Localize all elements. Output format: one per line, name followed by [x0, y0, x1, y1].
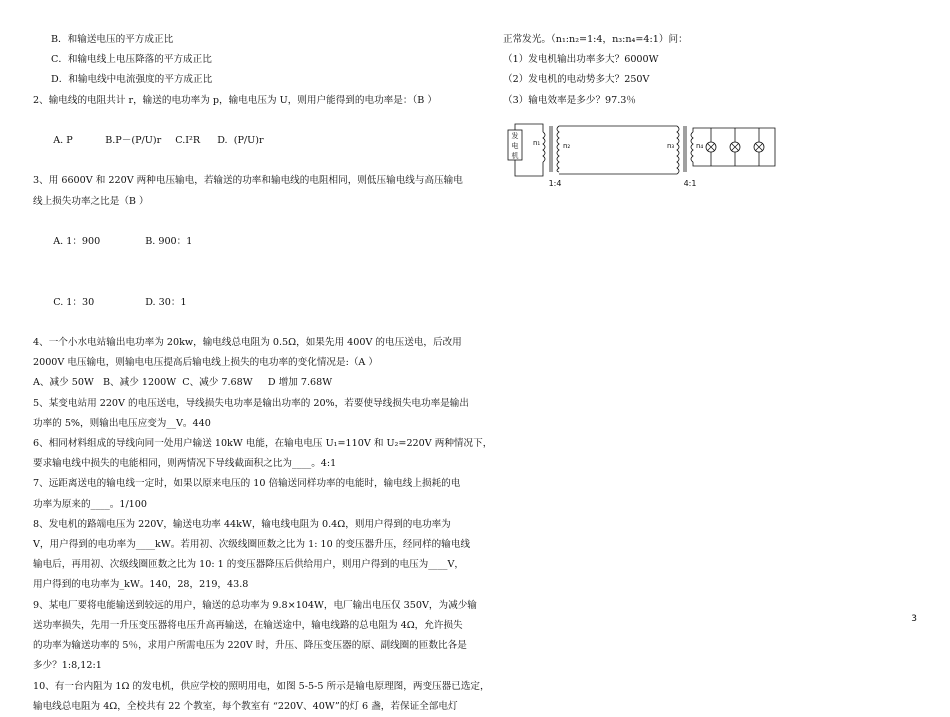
right-column — [503, 30, 913, 111]
transformer1-primary-coil — [543, 132, 545, 162]
n4-label: n₄ — [696, 142, 704, 150]
q3-option-c: C. 1：30 — [53, 296, 95, 308]
question-5-line1: 5、某变电站用 220V 的电压送电，导线损失电功率是输出功率的 20%，若要使导线损失电功率是输出 — [33, 397, 469, 409]
question-8-line2: V，用户得到的电功率为____kW。若用初、次级线圈匝数之比为 1: 10 的变压器升压，经同样的输电线 — [33, 539, 471, 551]
question-6-line1: 6、相同材料组成的导线向同一处用户输送 10kW 电能，在输电电压 U₁=110V 和 U₂=220V 两种情况下， — [33, 438, 493, 450]
question-4-line2: 2000V 电压输电，则输电电压提高后输电线上损失的电功率的变化情况是:（A ） — [33, 357, 379, 369]
ratio-right: 4:1 — [683, 179, 697, 188]
page-number: 3 — [911, 614, 917, 624]
question-7-line2: 功率为原来的____。1/100 — [33, 498, 147, 510]
transformer2-secondary-coil — [691, 132, 693, 162]
q2-option-b: B.P－(P/U)r — [105, 135, 162, 147]
generator-label-char3: 机 — [511, 152, 519, 160]
question-2: 2、输电线的电阻共计 r，输送的电功率为 p，输电电压为 U，则用户能得到的电功率是：（B ） — [33, 94, 437, 106]
question-8-line4: 用户得到的电功率为_kW。140，28，219，43.8 — [33, 579, 249, 591]
question-8-line3: 输电后，再用初、次级线圈匝数之比为 10: 1 的变压器降压后供给用户，则用户得到的电压为____V， — [33, 559, 464, 571]
q1-option-c: C．和输电线上电压降落的平方成正比 — [51, 54, 212, 66]
question-9-line1: 9、某电厂要将电能输送到较远的用户，输送的总功率为 9.8×104W，电厂输出电压仅 350V，为减少输 — [33, 599, 477, 611]
wire-gen-top — [515, 124, 543, 132]
q4-options: A、减少 50W B、减少 1200W C、减少 7.68W D 增加 7.68W — [33, 377, 333, 389]
n1-label: n₁ — [533, 139, 541, 147]
q1-option-b: B．和输送电压的平方成正比 — [51, 34, 174, 45]
q10-part-3: （3）输电效率是多少？97.3％ — [503, 94, 636, 106]
q2-option-a: A. P — [53, 135, 73, 147]
q3-option-a: A. 1：900 — [53, 236, 101, 248]
question-9-line2: 送功率损失，先用一升压变压器将电压升高再输送，在输送途中，输电线路的总电阻为 4Ω，允许损失 — [33, 619, 463, 631]
question-4-line1: 4、一个小水电站输出电功率为 20kw，输电线总电阻为 0.5Ω，如果先用 400V 的电压送电，后改用 — [33, 337, 462, 349]
n3-label: n₃ — [667, 142, 675, 150]
wire-gen-bottom — [515, 160, 543, 176]
question-7-line1: 7、远距离送电的输电线一定时，如果以原来电压的 10 倍输送同样功率的电能时，输电线上损耗的电 — [33, 478, 461, 490]
q10-part-1: （1）发电机输出功率多大？6000W — [503, 54, 659, 66]
q3-option-b: B. 900：1 — [145, 236, 193, 248]
q1-option-d: D．和输电线中电流强度的平方成正比 — [51, 74, 213, 86]
q3-options-row1 — [33, 212, 473, 273]
q2-option-d: D. (P/U)r — [217, 135, 264, 147]
transformer1-secondary-coil — [557, 126, 559, 172]
question-6-line2: 要求输电线中损失的电能相同，则两情况下导线截面积之比为____。4:1 — [33, 458, 337, 470]
question-10-continued: 正常发光。（n₁:n₂=1:4，n₃:n₄=4:1）问： — [503, 34, 688, 45]
question-9-line4: 多少？1:8,12:1 — [33, 660, 102, 672]
question-3-line1: 3、用 6600V 和 220V 两种电压输电，若输送的功率和输电线的电阻相同，则低压输电线与高压输电 — [33, 175, 463, 187]
question-9-line3: 的功率为输送功率的 5％，求用户所需电压为 220V 时，升压、降压变压器的原、副线圈的匝数比各是 — [33, 640, 467, 652]
q2-option-c: C.I²R — [175, 135, 201, 147]
generator-label-char2: 电 — [511, 142, 519, 150]
question-8-line1: 8、发电机的路端电压为 220V，输送电功率 44kW，输电线电阻为 0.4Ω，则用户得到的电功率为 — [33, 518, 451, 530]
n2-label: n₂ — [563, 142, 571, 150]
question-3-line2: 线上损失功率之比是（B ） — [33, 195, 149, 207]
generator-label-char1: 发 — [511, 132, 519, 140]
q3-option-d: D. 30：1 — [145, 296, 187, 308]
ratio-left: 1:4 — [548, 179, 562, 188]
question-5-line2: 功率的 5%，则输出电压应变为__V。440 — [33, 417, 211, 429]
question-10-line2: 输电线总电阻为 4Ω，全校共有 22 个教室，每个教室有 “220V、40W”的灯 6 盏，若保证全部电灯 — [33, 700, 458, 712]
q2-options — [33, 111, 473, 172]
question-10-line1: 10、有一台内阻为 1Ω 的发电机，供应学校的照明用电，如图 5-5-5 所示是输电原理图，两变压器已选定， — [33, 680, 490, 692]
q3-options-row2 — [33, 272, 473, 333]
transmission-circuit-diagram — [503, 120, 783, 190]
q10-part-2: （2）发电机的电动势多大？250V — [503, 74, 650, 86]
transformer2-primary-coil — [677, 126, 679, 174]
left-column — [33, 30, 493, 717]
